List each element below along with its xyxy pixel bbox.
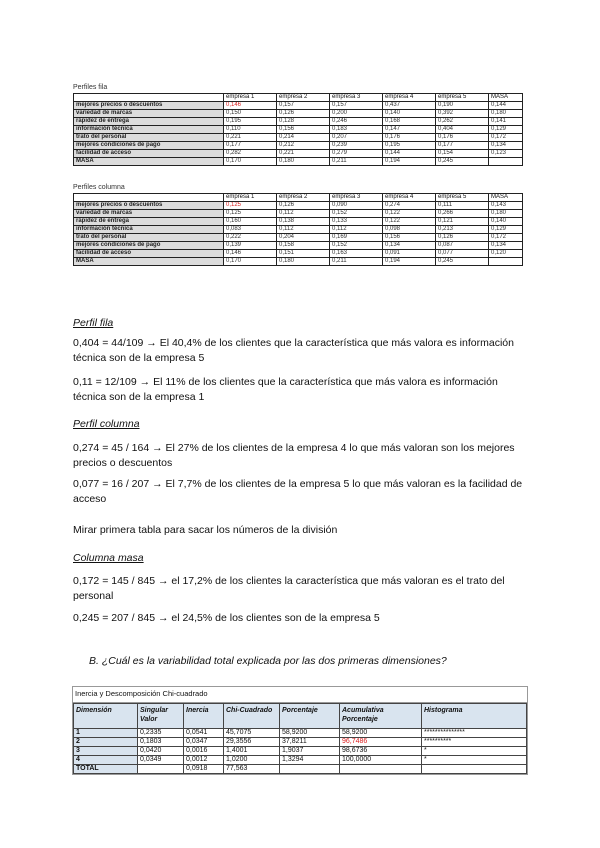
- table-row: [74, 765, 527, 774]
- perfiles-columna-title: Perfiles columna: [73, 184, 125, 191]
- table-cell: 0,143: [489, 202, 523, 210]
- table-cell: 0,129: [489, 126, 523, 134]
- table-cell: 98,6736: [340, 747, 422, 756]
- table-cell: 0,098: [383, 226, 436, 234]
- table-cell: 0,1803: [138, 738, 184, 747]
- column-header: empresa 4: [383, 194, 436, 202]
- table-cell: 0,180: [277, 158, 330, 166]
- table-cell: 0,392: [436, 110, 489, 118]
- table-cell: 0,126: [277, 202, 330, 210]
- column-header: empresa 2: [277, 194, 330, 202]
- table-cell: 0,138: [277, 218, 330, 226]
- table-row: [74, 729, 527, 738]
- table-row: [74, 242, 523, 250]
- table-cell: 0,156: [383, 234, 436, 242]
- column-header: empresa 2: [277, 94, 330, 102]
- table-cell: 0,0918: [184, 765, 224, 774]
- table-cell: 0,172: [489, 134, 523, 142]
- table-cell: [489, 258, 523, 266]
- table-cell: 0,111: [436, 202, 489, 210]
- paragraph-masa-1: 0,172 = 145 / 845 → el 17,2% de los clientes la característica que más valoran es el trato del personal: [73, 575, 505, 602]
- table-cell: 0,144: [489, 102, 523, 110]
- table-cell: 0,176: [436, 134, 489, 142]
- row-label: facilidad de acceso: [74, 150, 224, 158]
- column-header: Chi-Cuadrado: [224, 704, 280, 729]
- row-label: rápidez de entrega: [74, 218, 224, 226]
- dimension-label: TOTAL: [74, 765, 138, 774]
- table-cell: 0,158: [277, 242, 330, 250]
- column-header: MASA: [489, 194, 523, 202]
- table-cell: [138, 765, 184, 774]
- table-cell: 0,122: [383, 218, 436, 226]
- table-row: [74, 738, 527, 747]
- paragraph-masa-2: 0,245 = 207 / 845 → el 24,5% de los clientes son de la empresa 5: [73, 612, 380, 624]
- inertia-table-title: Inercia y Descomposición Chi-cuadrado: [73, 687, 527, 703]
- table-row: [74, 210, 523, 218]
- table-cell: 0,180: [489, 110, 523, 118]
- table-cell: ***************: [422, 729, 527, 738]
- table-cell: 0,133: [330, 218, 383, 226]
- table-cell: 0,0347: [184, 738, 224, 747]
- table-cell: 0,0541: [184, 729, 224, 738]
- table-cell: 0,172: [489, 234, 523, 242]
- table-row: [74, 158, 523, 166]
- table-cell: **********: [422, 738, 527, 747]
- column-header: MASA: [489, 94, 523, 102]
- dimension-label: 3: [74, 747, 138, 756]
- table-cell: 0,083: [224, 226, 277, 234]
- dimension-label: 2: [74, 738, 138, 747]
- paragraph-fila-1: 0,404 = 44/109 → El 40,4% de los clientes que la característica que más valora es información técnica son de la empresa 5: [73, 337, 514, 364]
- table-row: [74, 234, 523, 242]
- table-row: [74, 102, 523, 110]
- table-cell: 0,0016: [184, 747, 224, 756]
- column-header: empresa 5: [436, 194, 489, 202]
- paragraph-columna-2: 0,077 = 16 / 207 → El 7,7% de los clientes de la empresa 5 lo que más valoran es la facilidad de acceso: [73, 478, 523, 505]
- table-cell: 0,212: [277, 142, 330, 150]
- table-header-row: [74, 94, 523, 102]
- table-cell: 0,090: [330, 202, 383, 210]
- table-cell: 0,213: [436, 226, 489, 234]
- table-cell: 0,194: [383, 158, 436, 166]
- table-cell: 0,183: [330, 126, 383, 134]
- table-cell: 0,163: [330, 250, 383, 258]
- table-cell: 0,177: [436, 142, 489, 150]
- row-label: rápidez de entrega: [74, 118, 224, 126]
- table-cell: 0,152: [330, 242, 383, 250]
- table-row: [74, 747, 527, 756]
- table-row: [74, 126, 523, 134]
- table-cell: 0,0349: [138, 756, 184, 765]
- table-cell: 0,170: [224, 158, 277, 166]
- perfil-fila-heading: Perfil fila: [73, 317, 114, 329]
- row-label: mejores condiciones de pago: [74, 142, 224, 150]
- column-header: Acumulativa Porcentaje: [340, 704, 422, 729]
- table-cell: 45,7075: [224, 729, 280, 738]
- table-row: [74, 756, 527, 765]
- table-row: [74, 226, 523, 234]
- table-cell: 0,112: [277, 226, 330, 234]
- table-cell: 0,146: [224, 102, 277, 110]
- table-row: [74, 202, 523, 210]
- row-label: mejores condiciones de pago: [74, 242, 224, 250]
- table-cell: 0,087: [436, 242, 489, 250]
- table-cell: 0,211: [330, 158, 383, 166]
- table-header-row: [74, 194, 523, 202]
- table-cell: *: [422, 747, 527, 756]
- table-cell: 0,147: [383, 126, 436, 134]
- table-row: [74, 118, 523, 126]
- table-row: [74, 150, 523, 158]
- table-cell: 0,110: [224, 126, 277, 134]
- table-cell: 0,180: [277, 258, 330, 266]
- column-header: [74, 94, 224, 102]
- table-cell: 0,195: [383, 142, 436, 150]
- table-cell: 0,207: [330, 134, 383, 142]
- table-cell: 0,279: [330, 150, 383, 158]
- table-row: [74, 142, 523, 150]
- table-cell: 0,245: [436, 158, 489, 166]
- table-cell: 0,150: [224, 110, 277, 118]
- table-cell: 58,9200: [280, 729, 340, 738]
- table-cell: 1,4001: [224, 747, 280, 756]
- table-cell: 0,134: [489, 242, 523, 250]
- table-cell: 0,169: [330, 234, 383, 242]
- table-cell: 0,180: [489, 210, 523, 218]
- table-cell: 0,121: [436, 218, 489, 226]
- table-cell: 0,239: [330, 142, 383, 150]
- column-header: empresa 1: [224, 194, 277, 202]
- table-cell: 1,3294: [280, 756, 340, 765]
- row-label: mejores precios o descuentos: [74, 202, 224, 210]
- table-cell: 0,437: [383, 102, 436, 110]
- table-cell: [340, 765, 422, 774]
- table-cell: 0,211: [330, 258, 383, 266]
- column-header: empresa 1: [224, 94, 277, 102]
- paragraph-fila-2: 0,11 = 12/109 → El 11% de los clientes que la característica que más valora es información técnica son de la empresa 1: [73, 376, 498, 403]
- table-cell: 0,134: [383, 242, 436, 250]
- table-cell: 0,140: [489, 218, 523, 226]
- dimension-label: 1: [74, 729, 138, 738]
- table-cell: 0,126: [436, 234, 489, 242]
- row-label: información técnica: [74, 226, 224, 234]
- table-cell: 0,221: [277, 150, 330, 158]
- column-header: [74, 194, 224, 202]
- table-cell: 0,0420: [138, 747, 184, 756]
- table-cell: 0,222: [224, 234, 277, 242]
- row-label: facilidad de acceso: [74, 250, 224, 258]
- column-header: Porcentaje: [280, 704, 340, 729]
- row-label: mejores precios o descuentos: [74, 102, 224, 110]
- row-label: trato del personal: [74, 234, 224, 242]
- table-cell: 77,563: [224, 765, 280, 774]
- table-cell: 0,404: [436, 126, 489, 134]
- question-b: B. ¿Cuál es la variabilidad total explicada por las dos primeras dimensiones?: [89, 655, 447, 667]
- table-cell: [422, 765, 527, 774]
- inertia-table: [73, 703, 527, 774]
- table-cell: 0,125: [224, 210, 277, 218]
- table-cell: 0,134: [489, 142, 523, 150]
- table-cell: 0,282: [224, 150, 277, 158]
- table-cell: 0,139: [224, 242, 277, 250]
- column-header: empresa 5: [436, 94, 489, 102]
- perfil-columna-heading: Perfil columna: [73, 418, 140, 430]
- table-cell: 0,157: [277, 102, 330, 110]
- table-cell: 0,200: [330, 110, 383, 118]
- table-cell: 58,9200: [340, 729, 422, 738]
- table-cell: 0,122: [383, 210, 436, 218]
- inertia-table-image: [72, 686, 528, 775]
- table-cell: 0,262: [436, 118, 489, 126]
- table-cell: 1,0200: [224, 756, 280, 765]
- table-cell: 0,274: [383, 202, 436, 210]
- table-cell: 0,123: [489, 150, 523, 158]
- table-cell: 100,0000: [340, 756, 422, 765]
- table-cell: 0,195: [224, 118, 277, 126]
- table-cell: 0,176: [383, 134, 436, 142]
- table-cell: 0,0012: [184, 756, 224, 765]
- perfiles-fila-table: [73, 93, 523, 166]
- table-cell: 0,190: [436, 102, 489, 110]
- table-cell: 0,221: [224, 134, 277, 142]
- column-header: empresa 3: [330, 194, 383, 202]
- table-cell: 0,112: [330, 226, 383, 234]
- perfiles-fila-title: Perfiles fila: [73, 84, 108, 91]
- row-label: MASA: [74, 158, 224, 166]
- table-cell: 0,194: [383, 258, 436, 266]
- table-row: [74, 258, 523, 266]
- table-cell: *: [422, 756, 527, 765]
- column-header: Singular Valor: [138, 704, 184, 729]
- table-cell: 0,168: [383, 118, 436, 126]
- table-cell: 29,3556: [224, 738, 280, 747]
- table-cell: 0,129: [489, 226, 523, 234]
- table-cell: [280, 765, 340, 774]
- row-label: MASA: [74, 258, 224, 266]
- table-cell: 0,091: [383, 250, 436, 258]
- row-label: información técnica: [74, 126, 224, 134]
- table-cell: 0,204: [277, 234, 330, 242]
- table-cell: 0,214: [277, 134, 330, 142]
- table-row: [74, 250, 523, 258]
- table-cell: 0,157: [330, 102, 383, 110]
- table-cell: 0,141: [489, 118, 523, 126]
- table-cell: 0,126: [277, 110, 330, 118]
- table-cell: 0,151: [277, 250, 330, 258]
- table-cell: 37,8211: [280, 738, 340, 747]
- table-cell: 0,125: [224, 202, 277, 210]
- perfiles-columna-table: [73, 193, 523, 266]
- column-header: empresa 3: [330, 94, 383, 102]
- columna-masa-heading: Columna masa: [73, 552, 144, 564]
- table-cell: 0,245: [436, 258, 489, 266]
- column-header: Histograma: [422, 704, 527, 729]
- dimension-label: 4: [74, 756, 138, 765]
- table-cell: 0,170: [224, 258, 277, 266]
- table-cell: 0,077: [436, 250, 489, 258]
- column-header: empresa 4: [383, 94, 436, 102]
- table-cell: 0,146: [224, 250, 277, 258]
- table-cell: 0,140: [383, 110, 436, 118]
- row-label: trato del personal: [74, 134, 224, 142]
- table-cell: 0,160: [224, 218, 277, 226]
- table-row: [74, 134, 523, 142]
- inertia-header-row: [74, 704, 527, 729]
- table-cell: 0,156: [277, 126, 330, 134]
- table-cell: 0,177: [224, 142, 277, 150]
- perfiles-fila-table-image: [73, 83, 523, 166]
- table-cell: 0,144: [383, 150, 436, 158]
- column-header: Inercia: [184, 704, 224, 729]
- paragraph-mirar: Mirar primera tabla para sacar los números de la división: [73, 524, 338, 536]
- column-header: Dimensión: [74, 704, 138, 729]
- table-cell: 0,246: [330, 118, 383, 126]
- paragraph-columna-1: 0,274 = 45 / 164 → El 27% de los clientes de la empresa 4 lo que más valoran son los mejores precios o descuentos: [73, 442, 515, 469]
- table-cell: 0,128: [277, 118, 330, 126]
- table-cell: 0,112: [277, 210, 330, 218]
- table-cell: 0,266: [436, 210, 489, 218]
- table-cell: 0,152: [330, 210, 383, 218]
- row-label: variedad de marcas: [74, 110, 224, 118]
- table-cell: 96,7486: [340, 738, 422, 747]
- table-row: [74, 110, 523, 118]
- table-row: [74, 218, 523, 226]
- table-cell: 0,120: [489, 250, 523, 258]
- table-cell: [489, 158, 523, 166]
- table-cell: 0,154: [436, 150, 489, 158]
- table-cell: 0,2335: [138, 729, 184, 738]
- perfiles-columna-table-image: [73, 183, 523, 266]
- table-cell: 1,9037: [280, 747, 340, 756]
- row-label: variedad de marcas: [74, 210, 224, 218]
